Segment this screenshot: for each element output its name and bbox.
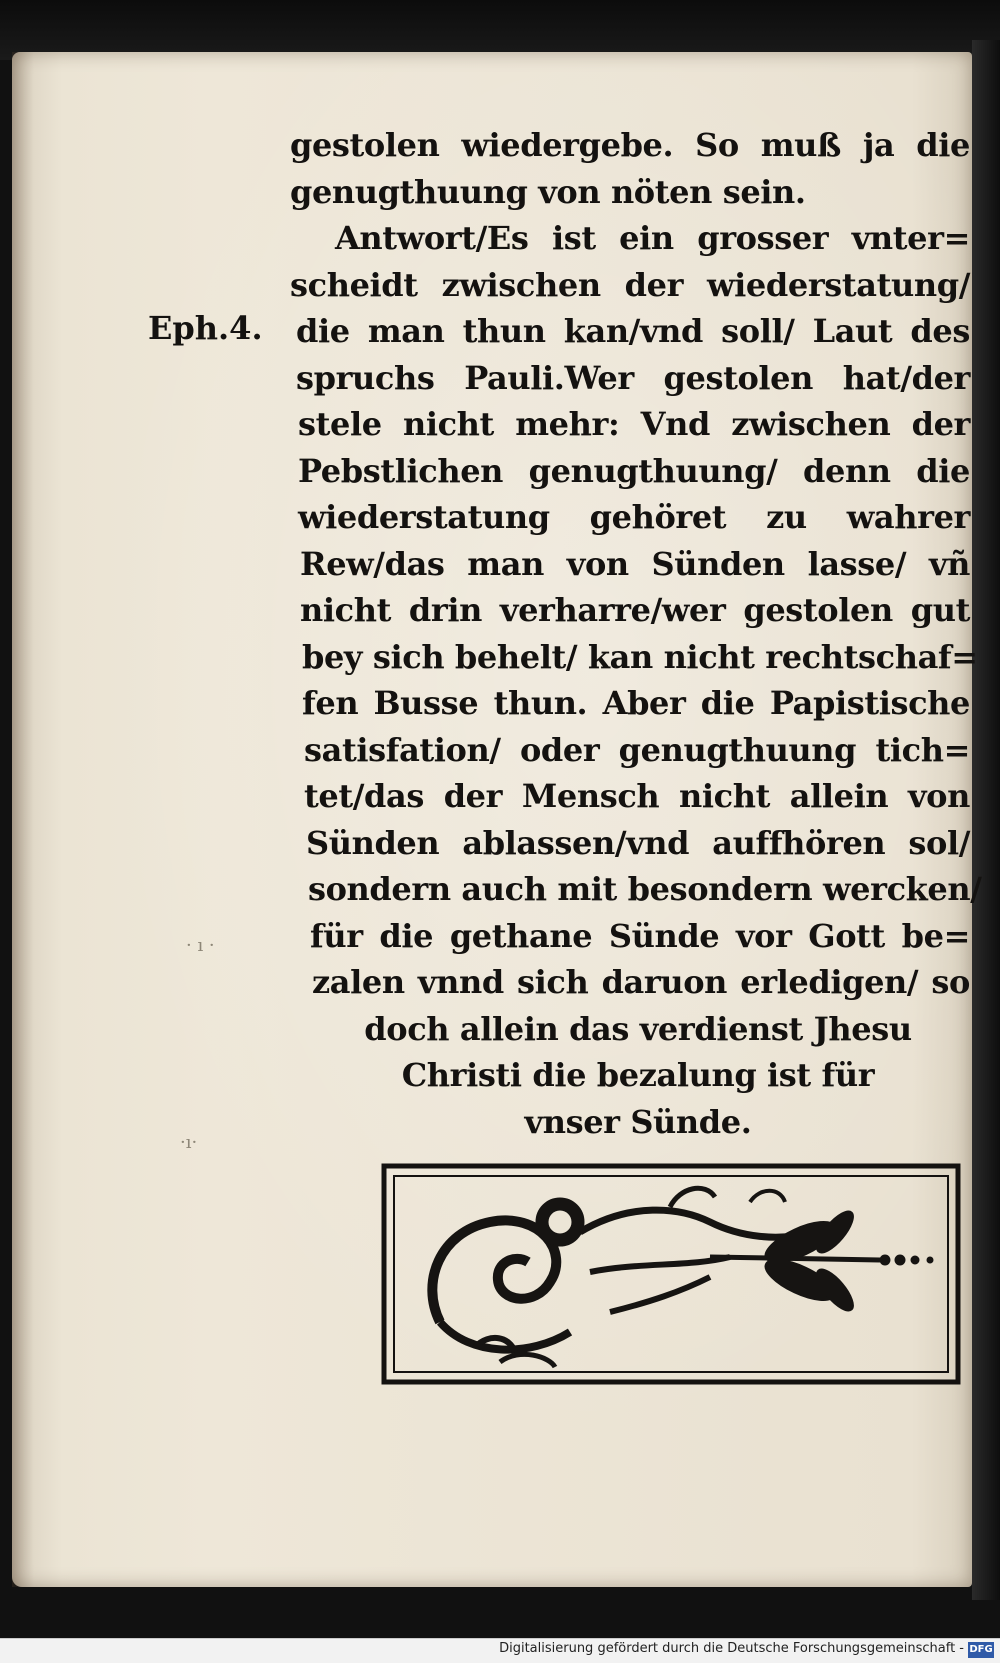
text-line: sondern auch mit besondern wercken/: [308, 870, 982, 908]
text-line: doch allein das verdienst Jhesu: [364, 1009, 912, 1048]
text-line: wiederstatung gehöret zu wahrer: [298, 498, 970, 536]
text-line: Sünden ablassen/vnd auffhören sol/: [306, 823, 970, 862]
text-line: gestolen wiedergebe. So muß ja die: [290, 126, 970, 164]
text-line: zalen vnnd sich daruon erledigen/ so: [312, 963, 970, 1001]
dfg-logo-icon: DFG: [968, 1642, 994, 1658]
text-line: vnser Sünde.: [524, 1102, 752, 1141]
footer-credit: Digitalisierung gefördert durch die Deutsche Forschungsgemeinschaft -: [499, 1641, 964, 1656]
marginal-note: Eph.4.: [148, 309, 263, 347]
bleed-through-mark: ·ı·: [180, 1132, 198, 1153]
page-gutter-shadow: [12, 52, 34, 1587]
text-line: stele nicht mehr: Vnd zwischen der: [298, 405, 970, 443]
text-line: fen Busse thun. Aber die Papistische: [302, 684, 970, 722]
floral-vignette-ornament-icon: [380, 1162, 962, 1386]
digitization-footer: [0, 1638, 1000, 1663]
text-line: genugthuung von nöten sein.: [290, 172, 806, 211]
text-line: spruchs Pauli.Wer gestolen hat/der: [296, 358, 970, 397]
text-line: die man thun kan/vnd soll/ Laut des: [296, 312, 970, 350]
book-edge: [972, 40, 1000, 1600]
body-text: [290, 122, 982, 1145]
text-line: satisfation/ oder genugthuung tich=: [304, 730, 970, 769]
text-line: Pebstlichen genugthuung/ denn die: [298, 451, 970, 490]
text-line: Antwort/Es ist ein grosser vnter=: [335, 219, 970, 257]
bleed-through-mark: · ı ·: [186, 935, 215, 956]
text-line: für die gethane Sünde vor Gott be=: [310, 916, 970, 955]
top-shadow: [0, 0, 1000, 60]
text-line: Christi die bezalung ist für: [401, 1056, 875, 1094]
text-line: Rew/das man von Sünden lasse/ vñ: [300, 544, 970, 583]
text-line: scheidt zwischen der wiederstatung/: [290, 265, 970, 304]
text-line: nicht drin verharre/wer gestolen gut: [300, 591, 970, 629]
text-line: tet/das der Mensch nicht allein von: [304, 777, 970, 815]
text-line: bey sich behelt/ kan nicht rechtschaf=: [302, 637, 978, 676]
